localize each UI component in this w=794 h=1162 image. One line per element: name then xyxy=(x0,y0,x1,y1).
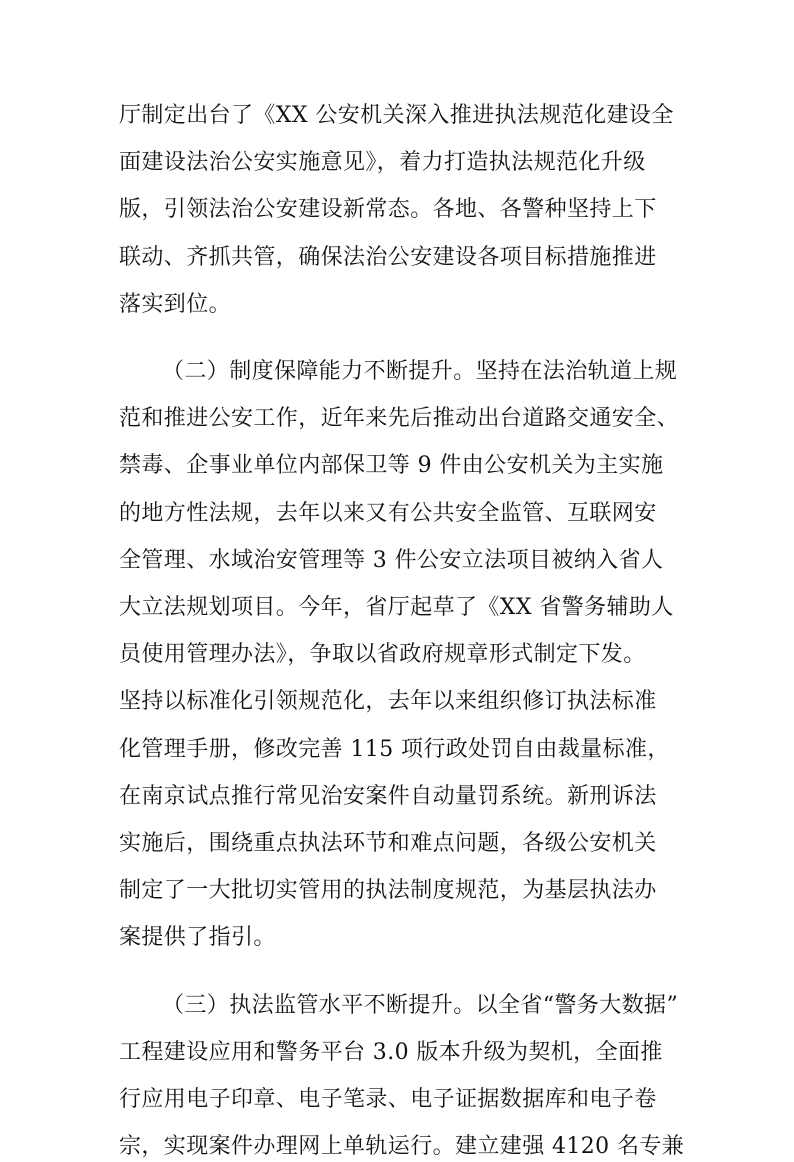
text-line-3: 版，引领法治公安建设新常态。各地、各警种坚持上下 xyxy=(119,197,657,222)
text-line-2: 面建设法治公安实施意见》，着力打造执法规范化升级 xyxy=(119,150,646,175)
text-line-7: 范和推进公安工作，近年来先后推动出台道路交通安全、 xyxy=(119,406,680,431)
text-line-17: 制定了一大批切实管用的执法制度规范，为基层执法办 xyxy=(119,878,657,903)
text-line-18: 案提供了指引。 xyxy=(119,925,276,950)
paragraph-heading-line-19: （三）执法监管水平不断提升。以全省“警务大数据” xyxy=(162,993,679,1018)
text-line-22: 宗，实现案件办理网上单轨运行。建立建强 4120 名专兼 xyxy=(119,1134,685,1159)
text-line-4: 联动、齐抓共管，确保法治公安建设各项目标措施推进 xyxy=(119,245,657,270)
text-line-15: 在南京试点推行常见治安案件自动量罚系统。新刑诉法 xyxy=(119,784,657,809)
text-line-14: 化管理手册，修改完善 115 项行政处罚自由裁量标准， xyxy=(119,737,670,762)
text-line-5: 落实到位。 xyxy=(119,292,232,317)
text-line-11: 大立法规划项目。今年，省厅起草了《XX 省警务辅助人 xyxy=(119,595,674,620)
paragraph-heading-line-6: （二）制度保障能力不断提升。坚持在法治轨道上规 xyxy=(162,359,678,384)
text-line-8: 禁毒、企事业单位内部保卫等 9 件由公安机关为主实施 xyxy=(119,453,664,478)
text-line-10: 全管理、水域治安管理等 3 件公安立法项目被纳入省人 xyxy=(119,548,664,573)
text-line-13: 坚持以标准化引领规范化，去年以来组织修订执法标准 xyxy=(119,689,657,714)
text-line-21: 行应用电子印章、电子笔录、电子证据数据库和电子卷 xyxy=(119,1087,657,1112)
text-line-1: 厅制定出台了《XX 公安机关深入推进执法规范化建设全 xyxy=(119,103,674,128)
text-line-12: 员使用管理办法》，争取以省政府规章形式制定下发。 xyxy=(119,642,646,667)
text-line-16: 实施后，围绕重点执法环节和难点问题，各级公安机关 xyxy=(119,831,657,856)
text-line-20: 工程建设应用和警务平台 3.0 版本升级为契机，全面推 xyxy=(119,1040,663,1065)
text-line-9: 的地方性法规，去年以来又有公共安全监管、互联网安 xyxy=(119,501,657,526)
